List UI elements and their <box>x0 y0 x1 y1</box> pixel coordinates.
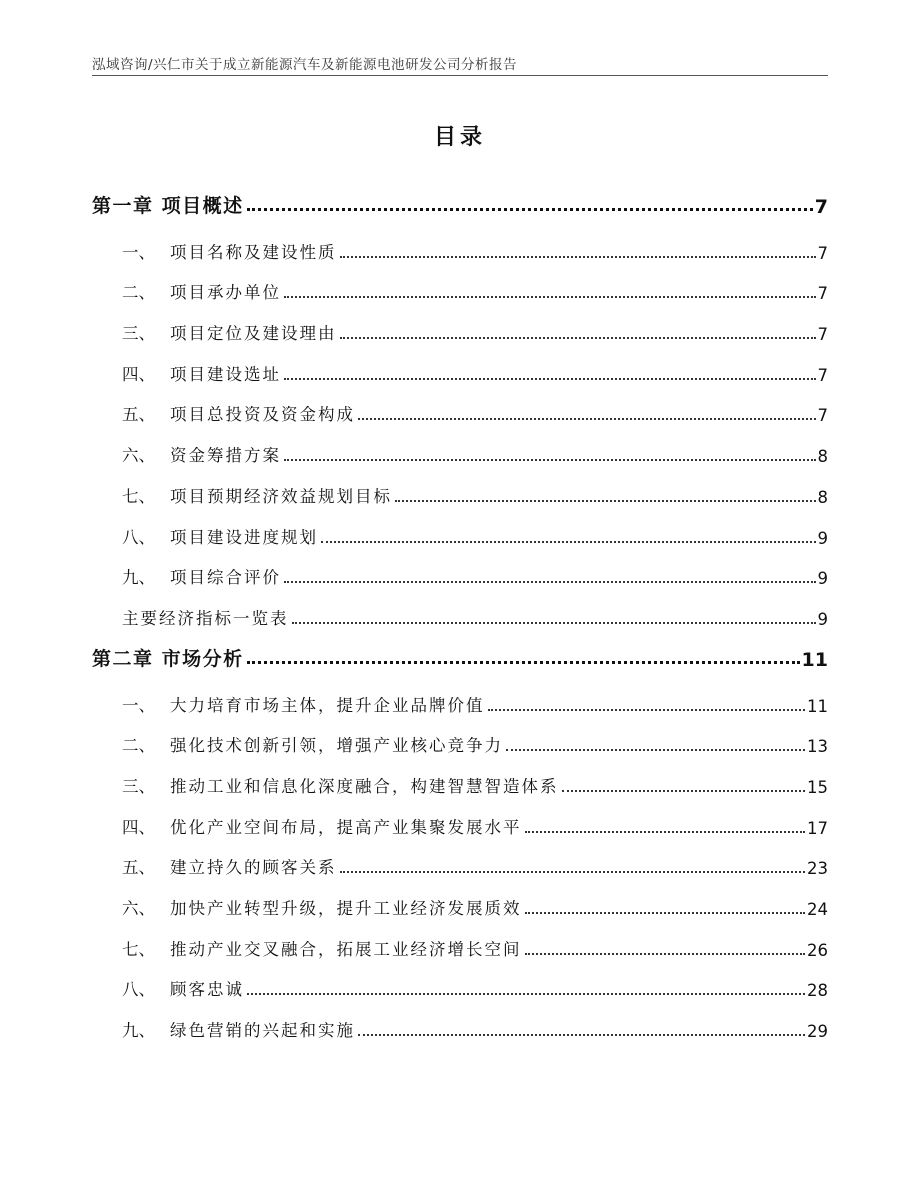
entry-title: 项目定位及建设理由 <box>170 324 337 344</box>
entry-number: 七、 <box>122 939 155 959</box>
page-number: 8 <box>817 447 828 467</box>
dot-leader <box>358 418 816 420</box>
entry-title: 推动产业交叉融合，拓展工业经济增长空间 <box>170 939 522 959</box>
toc-entry[interactable] <box>92 344 828 385</box>
dot-leader <box>525 831 806 833</box>
page-number: 13 <box>807 737 828 757</box>
toc-entry[interactable] <box>92 838 828 879</box>
page-number: 7 <box>817 325 828 345</box>
toc-entry[interactable] <box>92 960 828 1001</box>
page-number: 17 <box>807 818 828 838</box>
toc-entry[interactable] <box>92 878 828 919</box>
dot-leader <box>292 622 816 624</box>
entry-number: 四、 <box>122 817 155 837</box>
toc-title: 目录 <box>433 125 486 150</box>
entry-title: 建立持久的顾客关系 <box>170 858 337 878</box>
page-number: 7 <box>817 243 828 263</box>
entry-number: 九、 <box>122 568 155 588</box>
entry-number: 九、 <box>122 1021 155 1041</box>
entry-title: 项目综合评价 <box>170 568 281 588</box>
entry-title: 资金筹措方案 <box>170 446 281 466</box>
dot-leader <box>340 256 816 258</box>
page-number: 15 <box>807 777 828 797</box>
chapter-title: 第一章 项目概述 <box>92 195 244 217</box>
toc-entry[interactable] <box>92 385 828 426</box>
toc-entry[interactable] <box>92 548 828 589</box>
dot-leader <box>395 500 816 502</box>
entry-title: 顾客忠诚 <box>170 980 244 1000</box>
entry-number: 五、 <box>122 405 155 425</box>
page-number: 24 <box>807 900 828 919</box>
toc-entry[interactable] <box>92 1000 828 1041</box>
toc-chapter-1[interactable] <box>92 178 828 218</box>
entry-number: 五、 <box>122 858 155 878</box>
toc-entry[interactable] <box>92 716 828 757</box>
toc-entry[interactable] <box>92 425 828 466</box>
dot-leader <box>562 790 806 792</box>
entry-title: 加快产业转型升级，提升工业经济发展质效 <box>170 899 522 918</box>
toc-entry[interactable] <box>92 507 828 548</box>
entry-number: 六、 <box>122 446 155 466</box>
dot-leader <box>506 749 805 751</box>
toc-entry[interactable] <box>92 466 828 507</box>
entry-title: 项目建设选址 <box>170 364 281 384</box>
page-number: 29 <box>807 1022 828 1042</box>
page-number: 11 <box>807 696 828 716</box>
entry-number: 三、 <box>122 776 155 796</box>
toc-entry[interactable] <box>92 797 828 838</box>
page-number: 28 <box>807 981 828 1001</box>
dot-leader <box>525 953 806 955</box>
entry-number: 八、 <box>122 980 155 1000</box>
entry-title: 项目总投资及资金构成 <box>170 405 355 425</box>
entry-title: 项目承办单位 <box>170 283 281 303</box>
dot-leader <box>321 541 816 543</box>
toc-entry[interactable] <box>92 588 828 629</box>
dot-leader <box>340 871 806 873</box>
entry-number: 八、 <box>122 527 155 547</box>
toc-entry[interactable] <box>92 303 828 344</box>
page-number: 9 <box>817 609 828 629</box>
dot-leader <box>340 337 816 339</box>
page-number: 7 <box>817 365 828 385</box>
page-number: 7 <box>817 406 828 426</box>
dot-leader <box>284 581 816 583</box>
entry-number: 六、 <box>122 899 155 918</box>
dot-leader <box>358 1034 805 1036</box>
entry-number: 二、 <box>122 736 155 756</box>
entry-number: 一、 <box>122 242 155 262</box>
entry-title: 强化技术创新引领，增强产业核心竞争力 <box>170 736 503 756</box>
entry-number: 七、 <box>122 486 155 506</box>
header-divider <box>92 75 828 76</box>
entry-title: 主要经济指标一览表 <box>122 608 289 628</box>
dot-leader <box>247 661 800 664</box>
entry-title: 大力培育市场主体，提升企业品牌价值 <box>170 695 485 715</box>
page-number: 26 <box>807 940 828 960</box>
toc-entry[interactable] <box>92 675 828 716</box>
page-number: 9 <box>817 569 828 589</box>
entry-title: 优化产业空间布局，提高产业集聚发展水平 <box>170 817 522 837</box>
page-number: 7 <box>817 284 828 304</box>
chapter-title: 第二章 市场分析 <box>92 647 244 670</box>
toc-chapter-2[interactable] <box>92 631 828 671</box>
entry-number: 一、 <box>122 695 155 715</box>
dot-leader <box>284 296 816 298</box>
entry-title: 推动工业和信息化深度融合，构建智慧智造体系 <box>170 776 559 796</box>
entry-title: 项目名称及建设性质 <box>170 242 337 262</box>
dot-leader <box>284 459 816 461</box>
page-number: 7 <box>814 196 828 218</box>
page-number: 23 <box>807 859 828 879</box>
entry-number: 二、 <box>122 283 155 303</box>
page-number: 11 <box>801 648 828 671</box>
toc-entry[interactable] <box>92 263 828 304</box>
toc-entry[interactable] <box>92 756 828 797</box>
dot-leader <box>247 993 805 995</box>
entry-title: 绿色营销的兴起和实施 <box>170 1021 355 1041</box>
page-number: 8 <box>817 487 828 507</box>
entry-number: 三、 <box>122 324 155 344</box>
page-number: 9 <box>817 528 828 548</box>
toc-entry[interactable] <box>92 919 828 960</box>
table-of-contents <box>92 176 828 1041</box>
entry-number: 四、 <box>122 364 155 384</box>
dot-leader <box>525 912 806 914</box>
dot-leader <box>247 208 813 211</box>
dot-leader <box>488 709 806 711</box>
entry-title: 项目建设进度规划 <box>170 527 318 547</box>
entry-title: 项目预期经济效益规划目标 <box>170 486 392 506</box>
page-header: 泓域咨询/兴仁市关于成立新能源汽车及新能源电池研发公司分析报告 <box>92 57 518 73</box>
toc-entry[interactable] <box>92 222 828 263</box>
dot-leader <box>284 378 816 380</box>
